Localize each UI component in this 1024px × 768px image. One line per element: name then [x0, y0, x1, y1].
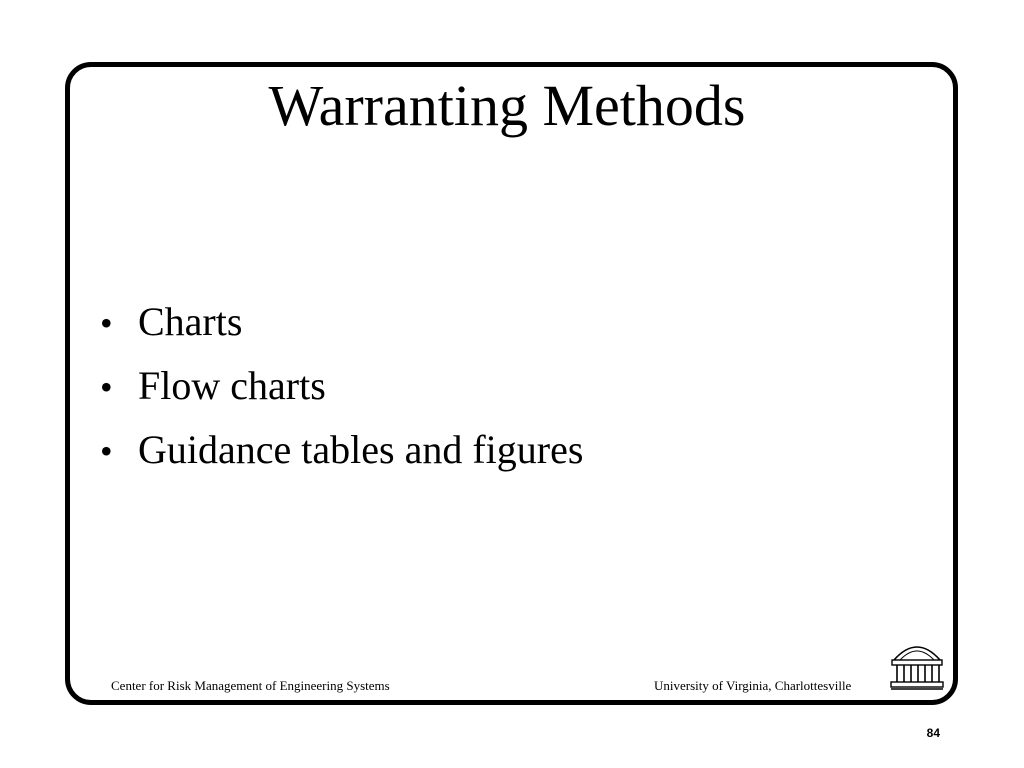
bullet-icon: • [100, 303, 113, 343]
bullet-item [96, 290, 583, 354]
bullet-text: Charts [138, 299, 243, 344]
bullet-text: Guidance tables and figures [138, 427, 584, 472]
bullet-text: Flow charts [138, 363, 326, 408]
page-number: 84 [926, 726, 940, 740]
rotunda-logo-icon [888, 636, 946, 692]
bullet-item [96, 354, 583, 418]
bullet-icon: • [100, 431, 113, 471]
slide-title: Warranting Methods [268, 73, 746, 138]
bullet-icon: • [100, 367, 113, 407]
bullet-list [96, 290, 583, 482]
bullet-item [96, 418, 583, 482]
footer-university: University of Virginia, Charlottesville [654, 678, 852, 693]
footer-organization: Center for Risk Management of Engineering Systems [111, 678, 390, 693]
